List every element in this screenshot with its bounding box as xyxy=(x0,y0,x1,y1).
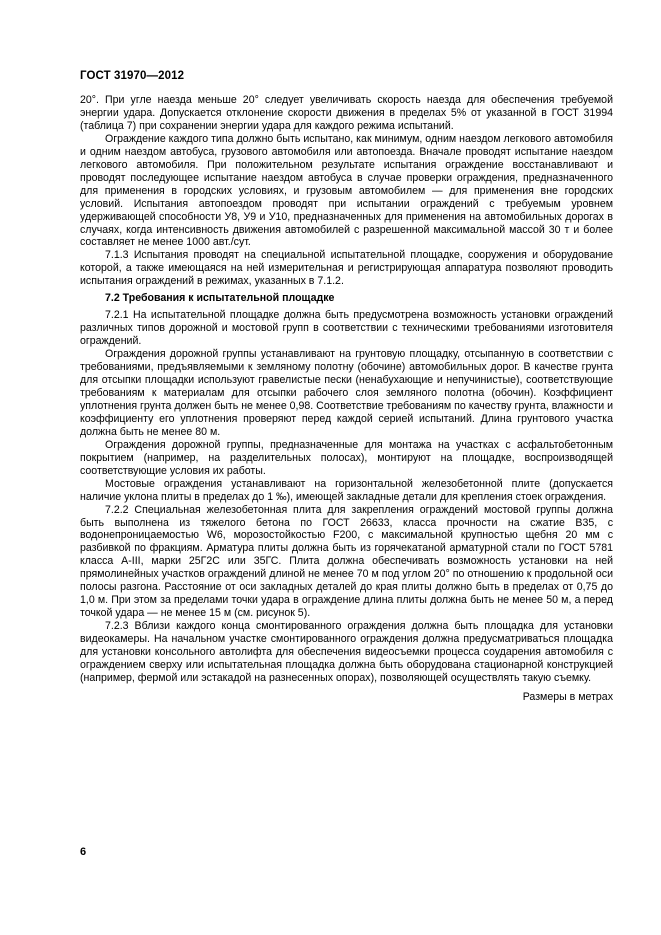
standard-title: ГОСТ 31970—2012 xyxy=(80,70,185,82)
paragraph: 7.2.2 Специальная железобетонная плита для закрепления ограждений мостовой группы должна быть выполнена из тяжелого бетона по ГОСТ 26633, класса прочности на сжатие В35, с водонепроницаемостью W6, морозостойкостью F200, с максимальной крупностью щебня 20 мм с разбивкой по фракциям. Арматура плиты должна быть из горячекатаной арматурной стали по ГОСТ 5781 класса А-III, марки 25Г2С или 35ГС. Плита должна обеспечивать возможность установки на ней прямолинейных участков ограждений длиной не менее 70 м под углом 20° по отношению к продольной оси полосы разгона. Расстояние от оси закладных деталей до края плиты должно быть в пределах от 0,75 до 1,0 м. При этом за пределами точки удара в ограждение длина плиты должна быть не менее 50 м, а перед точкой удара — не менее 15 м (см. рисунок 5). xyxy=(80,503,613,620)
paragraph: 7.2.1 На испытательной площадке должна быть предусмотрена возможность установки ограждений различных типов дорожной и мостовой групп в соответствии с техническими требованиями изготовителя ограждений. xyxy=(80,309,613,348)
paragraph: Ограждение каждого типа должно быть испытано, как минимум, одним наездом легкового автомобиля и одним наездом автобуса, грузового автомобиля или автопоезда. Вначале проводят испытание наездом легкового автомобиля. При положительном результате испытания ограждение восстанавливают и проводят последующее испытание наездом автобуса в случае проверки ограждения, предназначенного для применения в городских условиях, и грузовым автомобилем — для применения вне городских условий. Испытания автопоездом проводят при испытании ограждений с требуемым уровнем удерживающей способности У8, У9 и У10, предназначенных для применения на автомобильных дорогах в случаях, когда интенсивность движения автомобилей с разрешенной максимальной массой 30 т и более составляет не менее 1000 авт./сут. xyxy=(80,132,613,249)
paragraph: 7.1.3 Испытания проводят на специальной испытательной площадке, сооружения и оборудование которой, а также имеющаяся на ней измерительная и регистрирующая аппаратура позволяют проводить испытания ограждений в режимах, указанных в 7.1.2. xyxy=(80,249,613,288)
paragraph: 7.2.3 Вблизи каждого конца смонтированного ограждения должна быть площадка для установки видеокамеры. На начальном участке смонтированного ограждения должна предусматриваться площадка для установки консольного автолифта для обеспечения видеосъемки процесса соударения автомобиля с ограждением сверху или испытательная площадка должна быть оборудована стационарной конструкцией (например, фермой или эстакадой на разнесенных опорах), позволяющей осуществлять такую съемку. xyxy=(80,620,613,684)
paragraph: 20°. При угле наезда меньше 20° следует увеличивать скорость наезда для обеспечения требуемой энергии удара. Допускается отклонение скорости движения в пределах 5% от указанной в ГОСТ 31994 (таблица 7) при сохранении энергии удара для каждого режима испытаний. xyxy=(80,94,613,132)
section-heading: 7.2 Требования к испытательной площадке xyxy=(105,292,335,305)
body-text xyxy=(80,94,613,704)
dimensions-note: Размеры в метрах xyxy=(522,690,613,703)
page-number: 6 xyxy=(80,846,87,858)
paragraph: Ограждения дорожной группы устанавливают на грунтовую площадку, отсыпанную в соответствии с требованиями, предъявляемыми к земляному полотну (обочине) автомобильных дорог. В качестве грунта для отсыпки площадки используют гравелистые пески (ненабухающие и непучинистые), соответствующие требованиям к материалам для отсыпки рабочего слоя земляного полотна (обочин). Коэффициент уплотнения грунта должен быть не менее 0,98. Соответствие требованиям по качеству грунта, влажности и коэффициенту его уплотнения проверяют перед каждой серией испытаний. Длина грунтового участка должна быть не менее 80 м. xyxy=(80,348,613,438)
paragraph: Мостовые ограждения устанавливают на горизонтальной железобетонной плите (допускается наличие уклона плиты в пределах до 1 ‰), имеющей закладные детали для крепления стоек ограждения. xyxy=(80,477,613,503)
paragraph: Ограждения дорожной группы, предназначенные для монтажа на участках с асфальтобетонным покрытием (например, на разделительных полосах), монтируют на площадке, воспроизводящей соответствующие условия их работы. xyxy=(80,438,613,477)
